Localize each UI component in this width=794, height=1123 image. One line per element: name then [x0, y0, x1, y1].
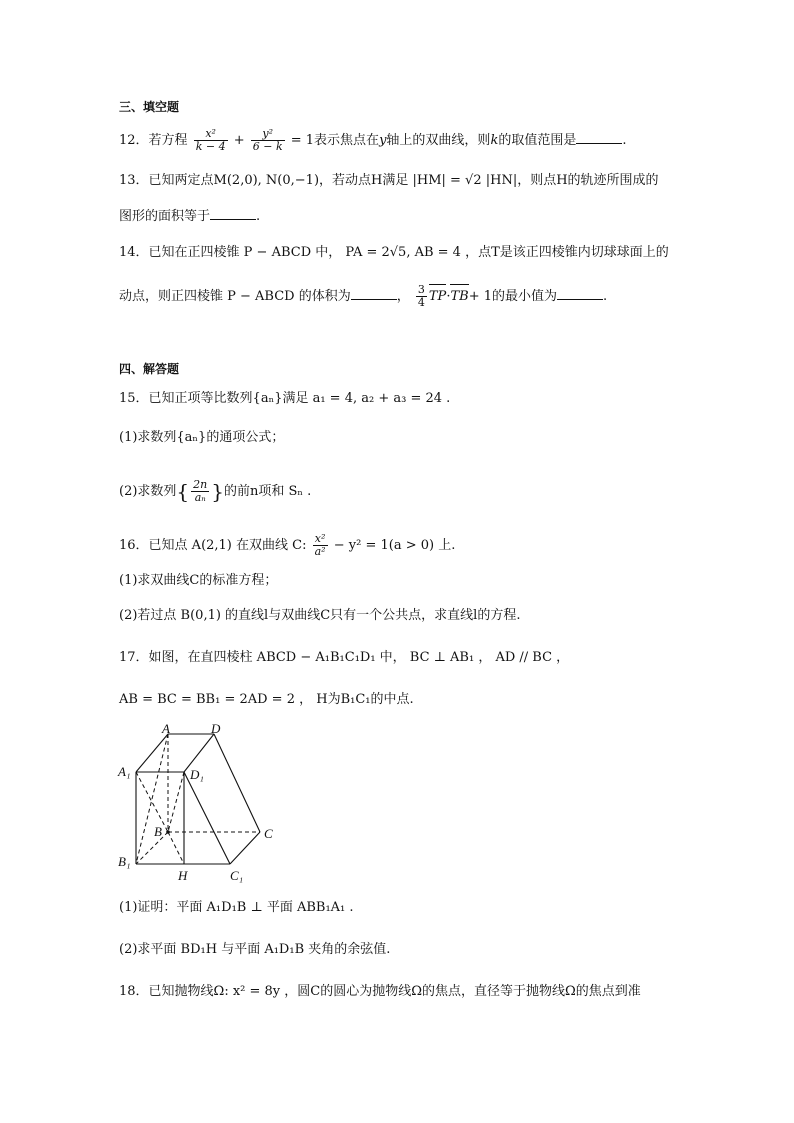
q14-frac-den: 4: [417, 296, 425, 309]
prism-edges: [136, 734, 260, 864]
q15-fraction: [191, 479, 209, 504]
fill-section-title: 三、填空题: [119, 100, 180, 114]
q15-p2-text-b: 的前n项和 Sₙ .: [223, 484, 312, 499]
q12-frac1-num: x²: [194, 128, 228, 141]
q14-fraction: [416, 284, 427, 309]
q14-min-blank[interactable]: [557, 286, 603, 300]
q12-y: y: [379, 133, 387, 148]
q13-text-a: 图形的面积等于: [119, 209, 211, 224]
q12-frac1-den: k − 4: [195, 140, 226, 153]
q14-dot: ·: [446, 289, 451, 304]
q13-text-b: .: [256, 209, 261, 224]
label-a1: A₁: [118, 764, 131, 779]
q12-text-b: = 1表示焦点在: [290, 133, 380, 148]
q14-text-c: + 1的最小值为: [468, 289, 557, 304]
label-d: D: [211, 722, 221, 736]
question-17-part-1: (1)证明：平面 A₁D₁B ⊥ 平面 ABB₁A₁ .: [119, 900, 354, 915]
question-16-line-1: [119, 533, 455, 558]
question-16-part-1: (1)求双曲线C的标准方程；: [119, 573, 278, 588]
q12-text-d: 的取值范围是: [498, 133, 577, 148]
right-brace: }: [211, 479, 224, 504]
q14-vector-tp: TP: [429, 287, 446, 307]
q14-text-b: ，: [396, 289, 410, 304]
q16-text-a: 16．已知点 A(2,1) 在双曲线 C:: [119, 538, 307, 553]
point-b-dot: [166, 830, 170, 834]
label-c: C: [264, 826, 273, 841]
q12-frac2-num: y²: [251, 128, 285, 141]
prism-figure: [112, 722, 282, 884]
q15-frac-num: 2n: [193, 478, 208, 491]
label-c1: C₁: [230, 868, 244, 883]
q14-frac-num: 3: [417, 283, 425, 296]
q13-answer-blank[interactable]: [210, 206, 256, 220]
question-17-line-2: AB = BC = BB₁ = 2AD = 2 ， H为B₁C₁的中点.: [119, 692, 414, 707]
q12-text-c: 轴上的双曲线，则: [386, 133, 491, 148]
answer-section-title: 四、解答题: [119, 362, 180, 376]
q12-plus: +: [233, 133, 245, 148]
q12-text-a: 12．若方程: [119, 133, 188, 148]
question-18-line-1: 18．已知抛物线Ω: x² = 8y ，圆C的圆心为抛物线Ω的焦点，直径等于抛物线Ω的焦点到准: [119, 984, 641, 999]
question-14-line-1: 14．已知在正四棱锥 P − ABCD 中， PA = 2√5, AB = 4 ，点T是该正四棱锥内切球球面上的: [119, 245, 669, 260]
q12-answer-blank[interactable]: [576, 130, 622, 144]
question-15-part-2: [119, 479, 311, 504]
question-14-line-2: [119, 284, 607, 309]
q16-frac-num: x²: [313, 533, 328, 546]
q12-fraction-1: [194, 128, 228, 153]
q12-text-e: .: [622, 133, 627, 148]
q14-text-a: 动点，则正四棱锥 P − ABCD 的体积为: [119, 289, 351, 304]
question-15-line-1: 15．已知正项等比数列{aₙ}满足 a₁ = 4, a₂ + a₃ = 24 .: [119, 391, 451, 406]
label-a: A: [162, 722, 170, 736]
q15-p2-text-a: (2)求数列: [119, 484, 177, 499]
question-17-line-1: 17．如图，在直四棱柱 ABCD − A₁B₁C₁D₁ 中， BC ⊥ AB₁ ， AD // BC ，: [119, 650, 570, 665]
q14-text-d: .: [602, 289, 608, 304]
q16-frac-den: a²: [314, 545, 326, 558]
q12-fraction-2: [251, 128, 285, 153]
question-13-line-1: 13．已知两定点M(2,0), N(0,−1)，若动点H满足 |HM| = √2 |HN|，则点H的轨迹所围成的: [119, 173, 659, 188]
question-12: [119, 128, 626, 153]
question-17-part-2: (2)求平面 BD₁H 与平面 A₁D₁B 夹角的余弦值.: [119, 942, 391, 957]
q12-k: k: [490, 133, 499, 148]
label-d1: D₁: [190, 767, 204, 782]
q15-frac-den: aₙ: [194, 491, 206, 504]
question-13-line-2: [119, 206, 260, 227]
label-b1: B₁: [118, 854, 131, 869]
q12-frac2-den: 6 − k: [252, 140, 283, 153]
label-h: H: [178, 868, 188, 883]
q16-fraction: [313, 533, 328, 558]
q14-volume-blank[interactable]: [351, 286, 397, 300]
label-b: B: [154, 824, 162, 839]
question-15-part-1: (1)求数列{aₙ}的通项公式；: [119, 430, 285, 445]
q16-text-b: − y² = 1(a > 0) 上.: [333, 538, 456, 553]
q14-vector-tb: TB: [450, 287, 468, 307]
left-brace: {: [176, 479, 190, 504]
question-16-part-2: (2)若过点 B(0,1) 的直线l与双曲线C只有一个公共点，求直线l的方程.: [119, 608, 521, 623]
